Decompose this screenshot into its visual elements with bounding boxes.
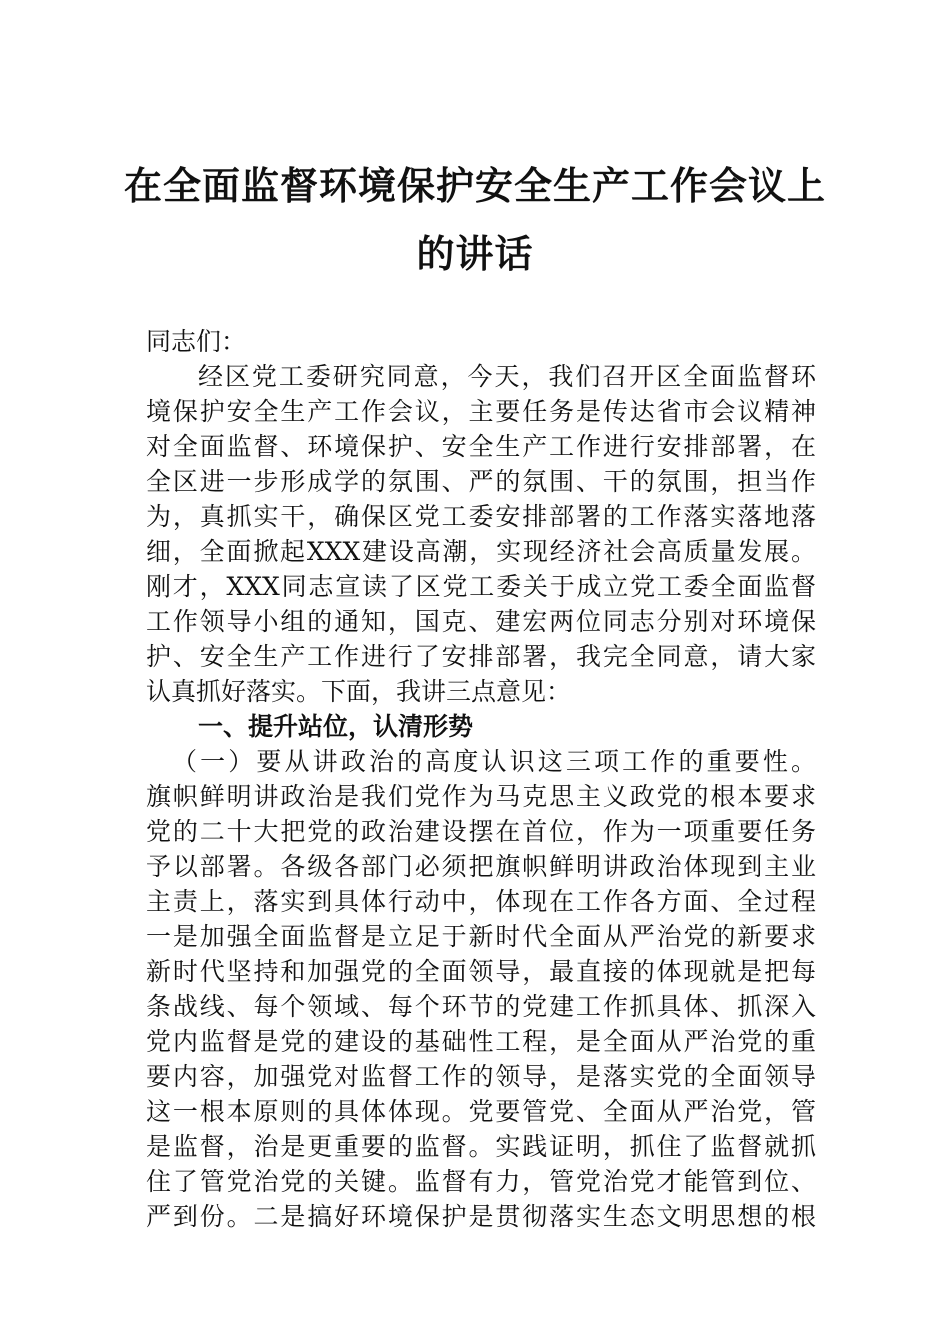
paragraph-line: 要内容，加强党对监督工作的领导，是落实党的全面领导 [146,1062,816,1091]
paragraph-line: 这一根本原则的具体体现。党要管党、全面从严治党，管 [146,1097,816,1126]
document-title-line-2: 的讲话 [416,232,534,276]
paragraph-line: 党的二十大把党的政治建设摆在首位，作为一项重要任务 [146,817,816,846]
paragraph-line: 条战线、每个领域、每个环节的党建工作抓具体、抓深入 [146,992,816,1021]
paragraph-line: 旗帜鲜明讲政治是我们党作为马克思主义政党的根本要求 [146,782,816,811]
subsection-line: （一）要从讲政治的高度认识这三项工作的重要性。 [172,747,816,776]
paragraph-line: 是监督，治是更重要的监督。实践证明，抓住了监督就抓 [146,1132,816,1161]
paragraph-line: 一是加强全面监督是立足于新时代全面从严治党的新要求 [146,922,816,951]
paragraph-line: 党内监督是党的建设的基础性工程，是全面从严治党的重 [146,1027,816,1056]
paragraph-line: 对全面监督、环境保护、安全生产工作进行安排部署，在 [146,432,816,461]
document-body [146,324,816,1234]
paragraph-line: 细，全面掀起XXX建设高潮，实现经济社会高质量发展。 [146,537,816,566]
paragraph-line: 住了管党治党的关键。监督有力，管党治党才能管到位、 [146,1167,816,1196]
paragraph-line: 予以部署。各级各部门必须把旗帜鲜明讲政治体现到主业 [146,852,816,881]
paragraph-line: 经区党工委研究同意，今天，我们召开区全面监督环 [198,362,816,391]
paragraph-line: 工作领导小组的通知，国克、建宏两位同志分别对环境保 [146,607,816,636]
paragraph-line: 认真抓好落实。下面，我讲三点意见： [146,677,572,706]
document-title-line-1: 在全面监督环境保护安全生产工作会议上 [123,164,826,208]
paragraph-line: 全区进一步形成学的氛围、严的氛围、干的氛围，担当作 [146,467,816,496]
paragraph-line: 为，真抓实干，确保区党工委安排部署的工作落实落地落 [146,502,816,531]
paragraph-line: 主责上，落实到具体行动中，体现在工作各方面、全过程 [146,887,816,916]
section-heading: 一、提升站位，认清形势 [198,712,474,741]
paragraph-line: 护、安全生产工作进行了安排部署，我完全同意，请大家 [146,642,816,671]
paragraph-line: 刚才，XXX同志宣读了区党工委关于成立党工委全面监督 [146,572,816,601]
paragraph-line: 新时代坚持和加强党的全面领导，最直接的体现就是把每 [146,957,816,986]
paragraph-line: 境保护安全生产工作会议，主要任务是传达省市会议精神 [146,397,816,426]
paragraph-line: 严到份。二是搞好环境保护是贯彻落实生态文明思想的根 [146,1202,816,1231]
salutation: 同志们： [146,327,247,356]
